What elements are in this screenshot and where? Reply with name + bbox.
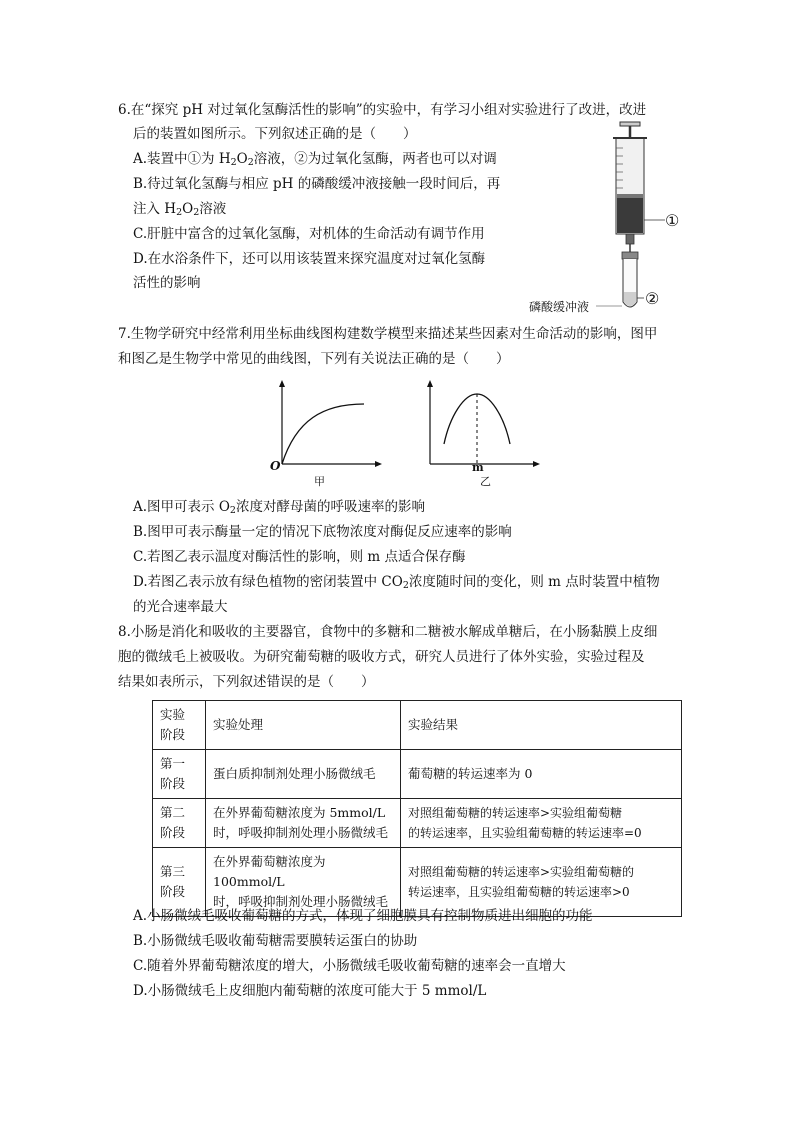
table-row — [153, 799, 682, 848]
q7-option-b: B.图甲可表示酶量一定的情况下底物浓度对酶促反应速率的影响 — [133, 524, 512, 540]
graph-yi-label: 乙 — [480, 475, 491, 488]
table-cell: 第一 阶段 — [153, 750, 206, 799]
syringe-apparatus-figure — [520, 120, 670, 315]
table-row — [153, 750, 682, 799]
q6-option-c: C.肝脏中富含的过氧化氢酶，对机体的生命活动有调节作用 — [133, 226, 485, 242]
q7-option-d-line-1: D.若图乙表示放有绿色植物的密闭装置中 $CO_2$浓度随时间的变化，则 m 点时装置中植物 — [133, 574, 660, 591]
table-cell: 葡萄糖的转运速率为 0 — [401, 750, 682, 799]
buffer-label: 磷酸缓冲液 — [529, 300, 590, 314]
q6-stem-line-1: 6.在“探究 pH 对过氧化氢酶活性的影响”的实验中，有学习小组对实验进行了改进，改进 — [118, 102, 647, 118]
graph-jia-x-arrow — [375, 461, 382, 467]
syringe-tip — [626, 234, 634, 244]
q8-option-a: A.小肠微绒毛吸收葡萄糖的方式，体现了细胞膜具有控制物质进出细胞的功能 — [133, 908, 593, 924]
graph-yi-x-arrow — [533, 461, 540, 467]
q8-option-b: B.小肠微绒毛吸收葡萄糖需要膜转运蛋白的协助 — [133, 933, 418, 949]
q8-option-d: D.小肠微绒毛上皮细胞内葡萄糖的浓度可能大于 5 mmol/L — [133, 983, 487, 999]
table-cell: 对照组葡萄糖的转运速率>实验组葡萄糖 的转运速率，且实验组葡萄糖的转运速率=0 — [401, 799, 682, 848]
graph-jia-origin-label: O — [270, 459, 281, 473]
q6-option-b-line-2: 注入 $H_2O_2$溶液 — [133, 201, 227, 218]
buffer-liquid — [624, 292, 636, 306]
q7-stem-line-1: 7.生物学研究中经常利用坐标曲线图构建数学模型来描述某些因素对生命活动的影响，图甲 — [118, 326, 658, 342]
plunger-cap — [620, 122, 640, 126]
q6-option-a: A.装置中①为 $H_2O_2$溶液，②为过氧化氢酶，两者也可以对调 — [133, 151, 497, 168]
graph-jia-curve — [282, 404, 364, 464]
table-cell: 在外界葡萄糖浓度为 5mmol/L 时，呼吸抑制剂处理小肠微绒毛 — [206, 799, 401, 848]
graph-jia-label: 甲 — [314, 475, 325, 488]
graph-yi-m-label: m — [472, 461, 484, 474]
label-1: ① — [665, 211, 680, 230]
q8-stem-line-3: 结果如表所示，下列叙述错误的是（ ） — [118, 674, 375, 690]
label-2: ② — [645, 289, 660, 308]
table-header-row — [153, 701, 682, 750]
q7-option-c: C.若图乙表示温度对酶活性的影响，则 m 点适合保存酶 — [133, 549, 466, 565]
table-header-cell: 实验处理 — [206, 701, 401, 750]
table-cell: 第三 阶段 — [153, 848, 206, 917]
q8-option-c: C.随着外界葡萄糖浓度的增大，小肠微绒毛吸收葡萄糖的速率会一直增大 — [133, 958, 566, 974]
experiment-table — [152, 700, 682, 917]
table-cell: 蛋白质抑制剂处理小肠微绒毛 — [206, 750, 401, 799]
q6-stem-line-2: 后的装置如图所示。下列叙述正确的是（ ） — [133, 126, 417, 142]
graph-jia — [268, 380, 388, 480]
q8-stem-line-2: 胞的微绒毛上被吸收。为研究葡萄糖的吸收方式，研究人员进行了体外实验，实验过程及 — [118, 649, 645, 665]
solution-1-liquid — [617, 196, 643, 233]
q6-option-b-line-1: B.待过氧化氢酶与相应 pH 的磷酸缓冲液接触一段时间后，再 — [133, 176, 501, 192]
plunger-seal — [617, 194, 643, 198]
q7-option-a: A.图甲可表示 $O_2$浓度对酵母菌的呼吸速率的影响 — [133, 499, 425, 516]
q6-option-d-line-2: 活性的影响 — [133, 275, 201, 291]
q6-option-d-line-1: D.在水浴条件下，还可以用该装置来探究温度对过氧化氢酶 — [133, 251, 486, 267]
q7-option-d-line-2: 的光合速率最大 — [133, 599, 228, 615]
q8-stem-line-1: 8.小肠是消化和吸收的主要器官，食物中的多糖和二糖被水解成单糖后，在小肠黏膜上皮细 — [118, 624, 658, 640]
table-cell: 第二 阶段 — [153, 799, 206, 848]
tube-stopper — [622, 252, 638, 259]
table-cell: 在外界葡萄糖浓度为 100mmol/L 时，呼吸抑制剂处理小肠微绒毛 — [206, 848, 401, 917]
table-header-cell: 实验结果 — [401, 701, 682, 750]
q7-stem-line-2: 和图乙是生物学中常见的曲线图，下列有关说法正确的是（ ） — [118, 351, 510, 367]
table-cell: 对照组葡萄糖的转运速率>实验组葡萄糖的 转运速率，且实验组葡萄糖的转运速率>0 — [401, 848, 682, 917]
table-header-cell: 实验 阶段 — [153, 701, 206, 750]
